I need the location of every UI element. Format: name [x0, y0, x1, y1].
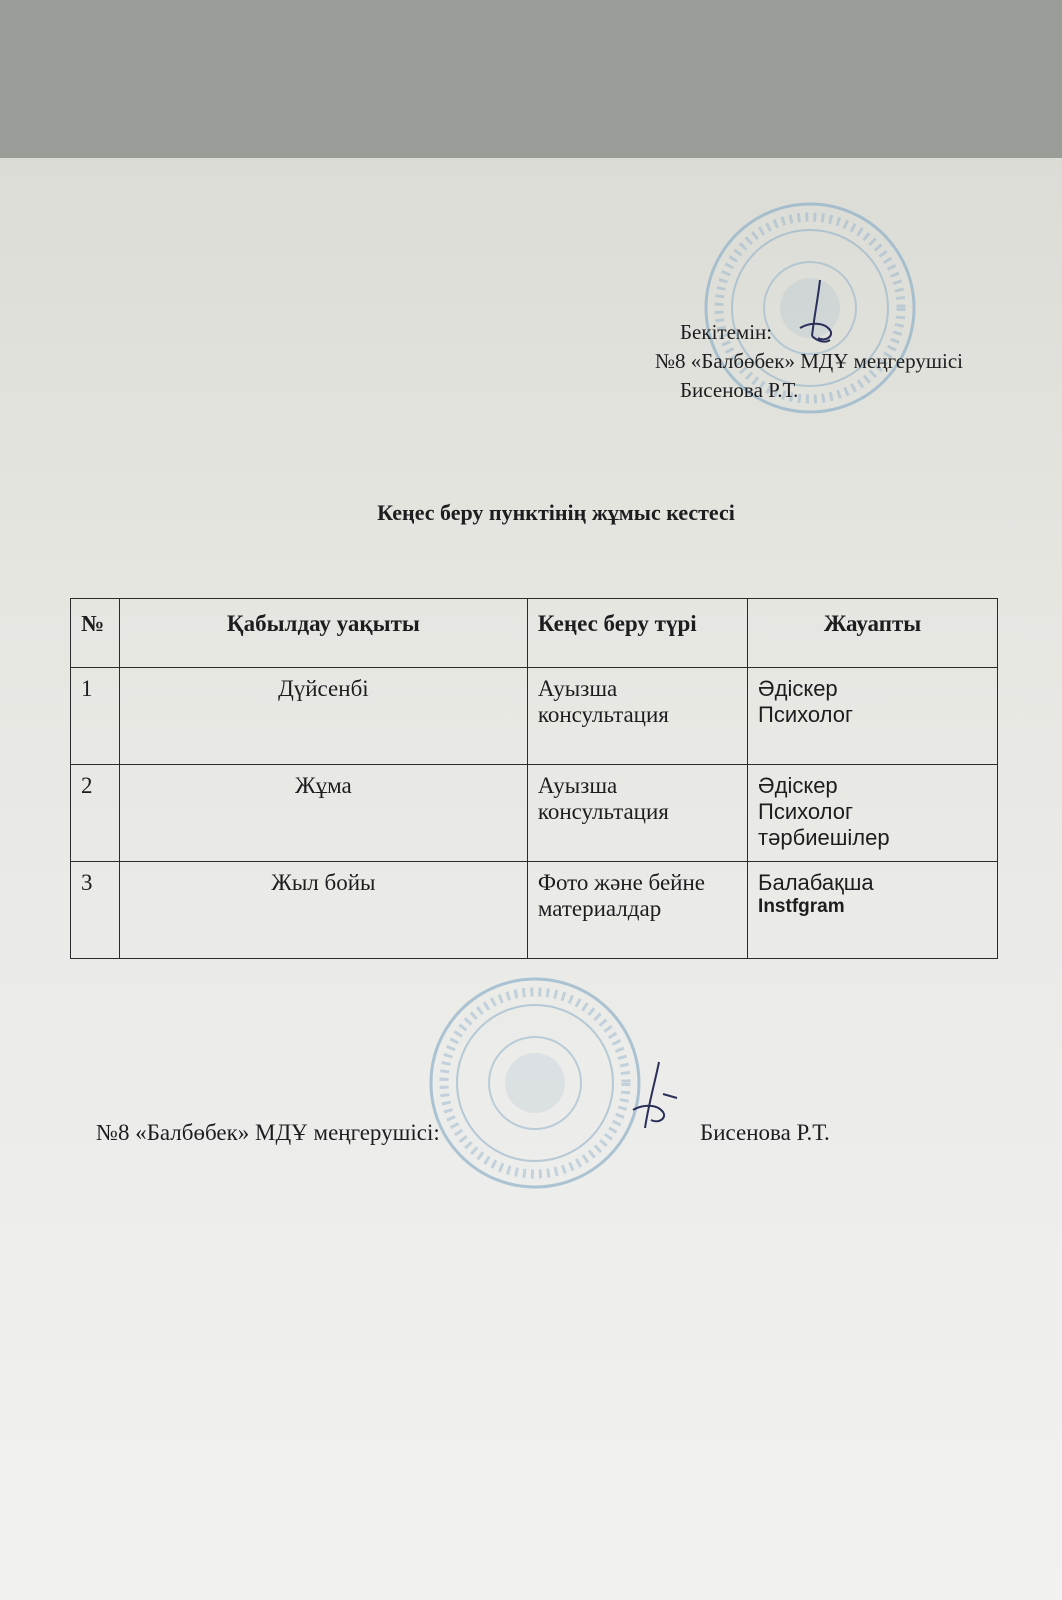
- row-no: 3: [71, 862, 120, 959]
- row-time: Жұма: [119, 765, 527, 862]
- page-title: Кеңес беру пунктінің жұмыс кестесі: [377, 500, 735, 525]
- row-responsible: [748, 862, 998, 959]
- row-time: Дүйсенбі: [119, 668, 527, 765]
- footer-name: Бисенова Р.Т.: [700, 1120, 830, 1145]
- row-type: [527, 765, 747, 862]
- footer-position: №8 «Балбөбек» МДҰ меңгерушісі:: [96, 1120, 440, 1145]
- table-header-row: [71, 599, 998, 668]
- row-type-line: материалдар: [537, 896, 662, 921]
- row-responsible-line: Психолог: [758, 702, 853, 727]
- schedule-table: [70, 598, 998, 959]
- row-responsible-line: Әдіскер: [758, 676, 838, 701]
- row-type-line: консультация: [537, 799, 669, 824]
- header-time: Қабылдау уақыты: [119, 599, 527, 668]
- official-stamp-bottom: [425, 973, 645, 1193]
- row-responsible-line: Балабақша: [758, 870, 874, 895]
- row-responsible-line: Instfgram: [758, 896, 845, 917]
- table-row: [71, 862, 998, 959]
- row-responsible: [748, 668, 998, 765]
- header-responsible: Жауапты: [748, 599, 998, 668]
- row-type: [527, 862, 747, 959]
- header-no: №: [71, 599, 120, 668]
- row-type-line: консультация: [537, 702, 669, 727]
- row-type: [527, 668, 747, 765]
- row-responsible-line: Психолог: [758, 799, 853, 824]
- signature-bottom: [625, 1058, 685, 1138]
- approval-label: Бекітемін:: [680, 320, 773, 344]
- header-type: Кеңес беру түрі: [527, 599, 747, 668]
- document-page: [0, 158, 1062, 1600]
- table-row: [71, 668, 998, 765]
- row-responsible: [748, 765, 998, 862]
- row-type-line: Ауызша: [537, 676, 618, 701]
- row-time: Жыл бойы: [119, 862, 527, 959]
- row-no: 1: [71, 668, 120, 765]
- row-type-line: Ауызша: [537, 773, 618, 798]
- approval-name: Бисенова Р.Т.: [680, 378, 799, 402]
- row-no: 2: [71, 765, 120, 862]
- signature-top: [790, 278, 850, 348]
- row-type-line: Фото және бейне: [537, 870, 705, 895]
- approval-position: №8 «Балбөбек» МДҰ меңгерушісі: [655, 349, 963, 373]
- row-responsible-line: тәрбиешілер: [758, 825, 890, 850]
- row-responsible-line: Әдіскер: [758, 773, 838, 798]
- table-row: [71, 765, 998, 862]
